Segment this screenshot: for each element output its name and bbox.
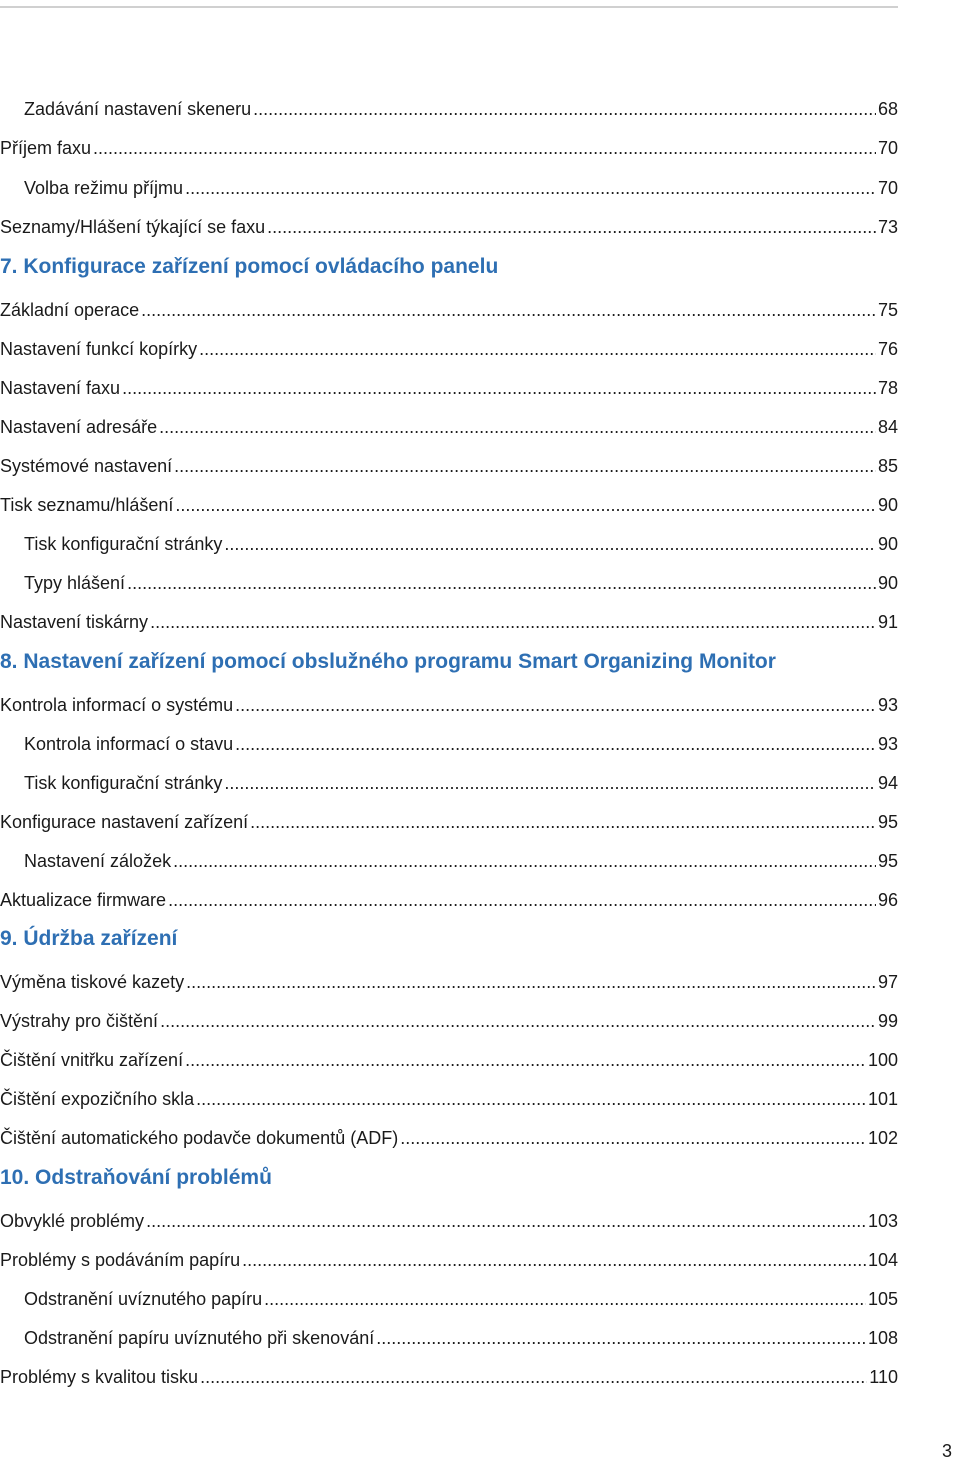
toc-leader-dots [264, 1286, 866, 1312]
toc-entry[interactable] [24, 175, 898, 201]
toc-leader-dots [175, 492, 876, 518]
toc-entry-page: 101 [867, 1089, 898, 1109]
toc-entry-title: Nastavení adresáře [0, 417, 158, 437]
toc-leader-dots [185, 1047, 866, 1073]
toc-entry[interactable] [24, 848, 898, 874]
chapter-heading[interactable]: 10. Odstraňování problémů [0, 1166, 272, 1189]
toc-entry-page: 108 [867, 1328, 898, 1348]
toc-entry-page: 90 [877, 573, 898, 593]
toc-leader-dots [235, 692, 876, 718]
toc-entry-title: Typy hlášení [24, 573, 126, 593]
toc-entry[interactable] [0, 809, 898, 835]
toc-leader-dots [174, 453, 876, 479]
toc-entry-page: 95 [877, 812, 898, 832]
toc-entry-page: 70 [877, 178, 898, 198]
toc-entry-page: 75 [877, 300, 898, 320]
toc-entry-page: 93 [877, 734, 898, 754]
toc-entry-title: Tisk konfigurační stránky [24, 773, 223, 793]
toc-leader-dots [168, 887, 876, 913]
toc-entry-title: Kontrola informací o systému [0, 695, 234, 715]
toc-entry[interactable] [0, 1125, 898, 1151]
toc-leader-dots [376, 1325, 866, 1351]
toc-entry-title: Kontrola informací o stavu [24, 734, 234, 754]
toc-entry[interactable] [24, 1286, 898, 1312]
toc-entry[interactable] [24, 531, 898, 557]
toc-entry[interactable] [0, 1047, 898, 1073]
toc-leader-dots [400, 1125, 866, 1151]
toc-entry[interactable] [0, 609, 898, 635]
toc-leader-dots [141, 297, 876, 323]
toc-entry-title: Zadávání nastavení skeneru [24, 99, 252, 119]
toc-entry[interactable] [0, 1364, 898, 1390]
toc-leader-dots [250, 809, 876, 835]
chapter-heading[interactable]: 7. Konfigurace zařízení pomocí ovládacího panelu [0, 255, 499, 278]
toc-entry[interactable] [24, 96, 898, 122]
toc-entry[interactable] [0, 1208, 898, 1234]
toc-entry-page: 95 [877, 851, 898, 871]
toc-entry-page: 70 [877, 138, 898, 158]
toc-entry[interactable] [0, 297, 898, 323]
toc-entry-title: Příjem faxu [0, 138, 92, 158]
toc-entry-title: Odstranění uvíznutého papíru [24, 1289, 263, 1309]
toc-entry[interactable] [24, 570, 898, 596]
toc-entry-page: 85 [877, 456, 898, 476]
toc-entry-page: 78 [877, 378, 898, 398]
toc-leader-dots [242, 1247, 866, 1273]
toc-entry[interactable] [0, 414, 898, 440]
toc-leader-dots [122, 375, 876, 401]
toc-entry[interactable] [0, 375, 898, 401]
toc-entry[interactable] [0, 887, 898, 913]
toc-entry-title: Problémy s kvalitou tisku [0, 1367, 199, 1387]
page-number: 3 [941, 1441, 952, 1461]
toc-leader-dots [196, 1086, 866, 1112]
toc-leader-dots [199, 336, 876, 362]
toc-entry-page: 94 [877, 773, 898, 793]
toc-entry-title: Konfigurace nastavení zařízení [0, 812, 249, 832]
toc-entry-page: 102 [867, 1128, 898, 1148]
toc-entry-page: 73 [877, 217, 898, 237]
toc-entry-title: Seznamy/Hlášení týkající se faxu [0, 217, 266, 237]
toc-entry-title: Čištění automatického podavče dokumentů (ADF) [0, 1128, 399, 1148]
toc-leader-dots [235, 731, 876, 757]
toc-entry-title: Čištění expozičního skla [0, 1089, 195, 1109]
toc-entry-title: Odstranění papíru uvíznutého při skenování [24, 1328, 375, 1348]
toc-entry[interactable] [0, 969, 898, 995]
header-rule [0, 6, 898, 8]
toc-entry[interactable] [0, 214, 898, 240]
toc-entry[interactable] [24, 770, 898, 796]
toc-leader-dots [253, 96, 876, 122]
chapter-heading[interactable]: 9. Údržba zařízení [0, 927, 178, 950]
toc-entry-title: Základní operace [0, 300, 140, 320]
toc-entry-title: Tisk seznamu/hlášení [0, 495, 174, 515]
toc-entry-page: 68 [877, 99, 898, 119]
toc-entry[interactable] [0, 1008, 898, 1034]
toc-entry-page: 91 [877, 612, 898, 632]
toc-entry[interactable] [0, 453, 898, 479]
toc-leader-dots [150, 609, 876, 635]
toc-entry-page: 103 [867, 1211, 898, 1231]
toc-entry-page: 100 [867, 1050, 898, 1070]
toc-entry[interactable] [0, 336, 898, 362]
toc-entry-page: 84 [877, 417, 898, 437]
toc-entry-title: Problémy s podáváním papíru [0, 1250, 241, 1270]
toc-entry[interactable] [0, 492, 898, 518]
toc-entry-title: Tisk konfigurační stránky [24, 534, 223, 554]
toc-entry-page: 96 [877, 890, 898, 910]
toc-entry[interactable] [0, 1247, 898, 1273]
toc-leader-dots [146, 1208, 866, 1234]
chapter-heading[interactable]: 8. Nastavení zařízení pomocí obslužného programu Smart Organizing Monitor [0, 650, 776, 673]
toc-leader-dots [186, 969, 876, 995]
toc-entry-title: Nastavení faxu [0, 378, 121, 398]
toc-entry-page: 93 [877, 695, 898, 715]
toc-leader-dots [200, 1364, 867, 1390]
toc-leader-dots [93, 135, 876, 161]
toc-entry-page: 76 [877, 339, 898, 359]
toc-entry[interactable] [0, 135, 898, 161]
toc-entry-page: 105 [867, 1289, 898, 1309]
toc-leader-dots [173, 848, 876, 874]
toc-entry-title: Volba režimu příjmu [24, 178, 184, 198]
toc-leader-dots [267, 214, 876, 240]
toc-entry-page: 99 [877, 1011, 898, 1031]
toc-entry-title: Aktualizace firmware [0, 890, 167, 910]
toc-entry[interactable] [0, 1086, 898, 1112]
toc-leader-dots [127, 570, 876, 596]
toc-entry[interactable] [24, 731, 898, 757]
toc-entry-title: Nastavení tiskárny [0, 612, 149, 632]
toc-leader-dots [224, 770, 876, 796]
toc-leader-dots [224, 531, 876, 557]
toc-entry-page: 104 [867, 1250, 898, 1270]
toc-entry-title: Výstrahy pro čištění [0, 1011, 159, 1031]
toc-entry-page: 97 [877, 972, 898, 992]
toc-leader-dots [185, 175, 876, 201]
toc-leader-dots [160, 1008, 876, 1034]
toc-entry-title: Obvyklé problémy [0, 1211, 145, 1231]
toc-entry-title: Systémové nastavení [0, 456, 173, 476]
toc-entry-page: 90 [877, 534, 898, 554]
toc-leader-dots [159, 414, 876, 440]
toc-entry[interactable] [24, 1325, 898, 1351]
toc-entry[interactable] [0, 692, 898, 718]
toc-entry-title: Nastavení funkcí kopírky [0, 339, 198, 359]
toc-entry-page: 110 [869, 1367, 898, 1387]
toc-entry-page: 90 [877, 495, 898, 515]
toc-entry-title: Nastavení záložek [24, 851, 172, 871]
toc-entry-title: Čištění vnitřku zařízení [0, 1050, 184, 1070]
toc-entry-title: Výměna tiskové kazety [0, 972, 185, 992]
